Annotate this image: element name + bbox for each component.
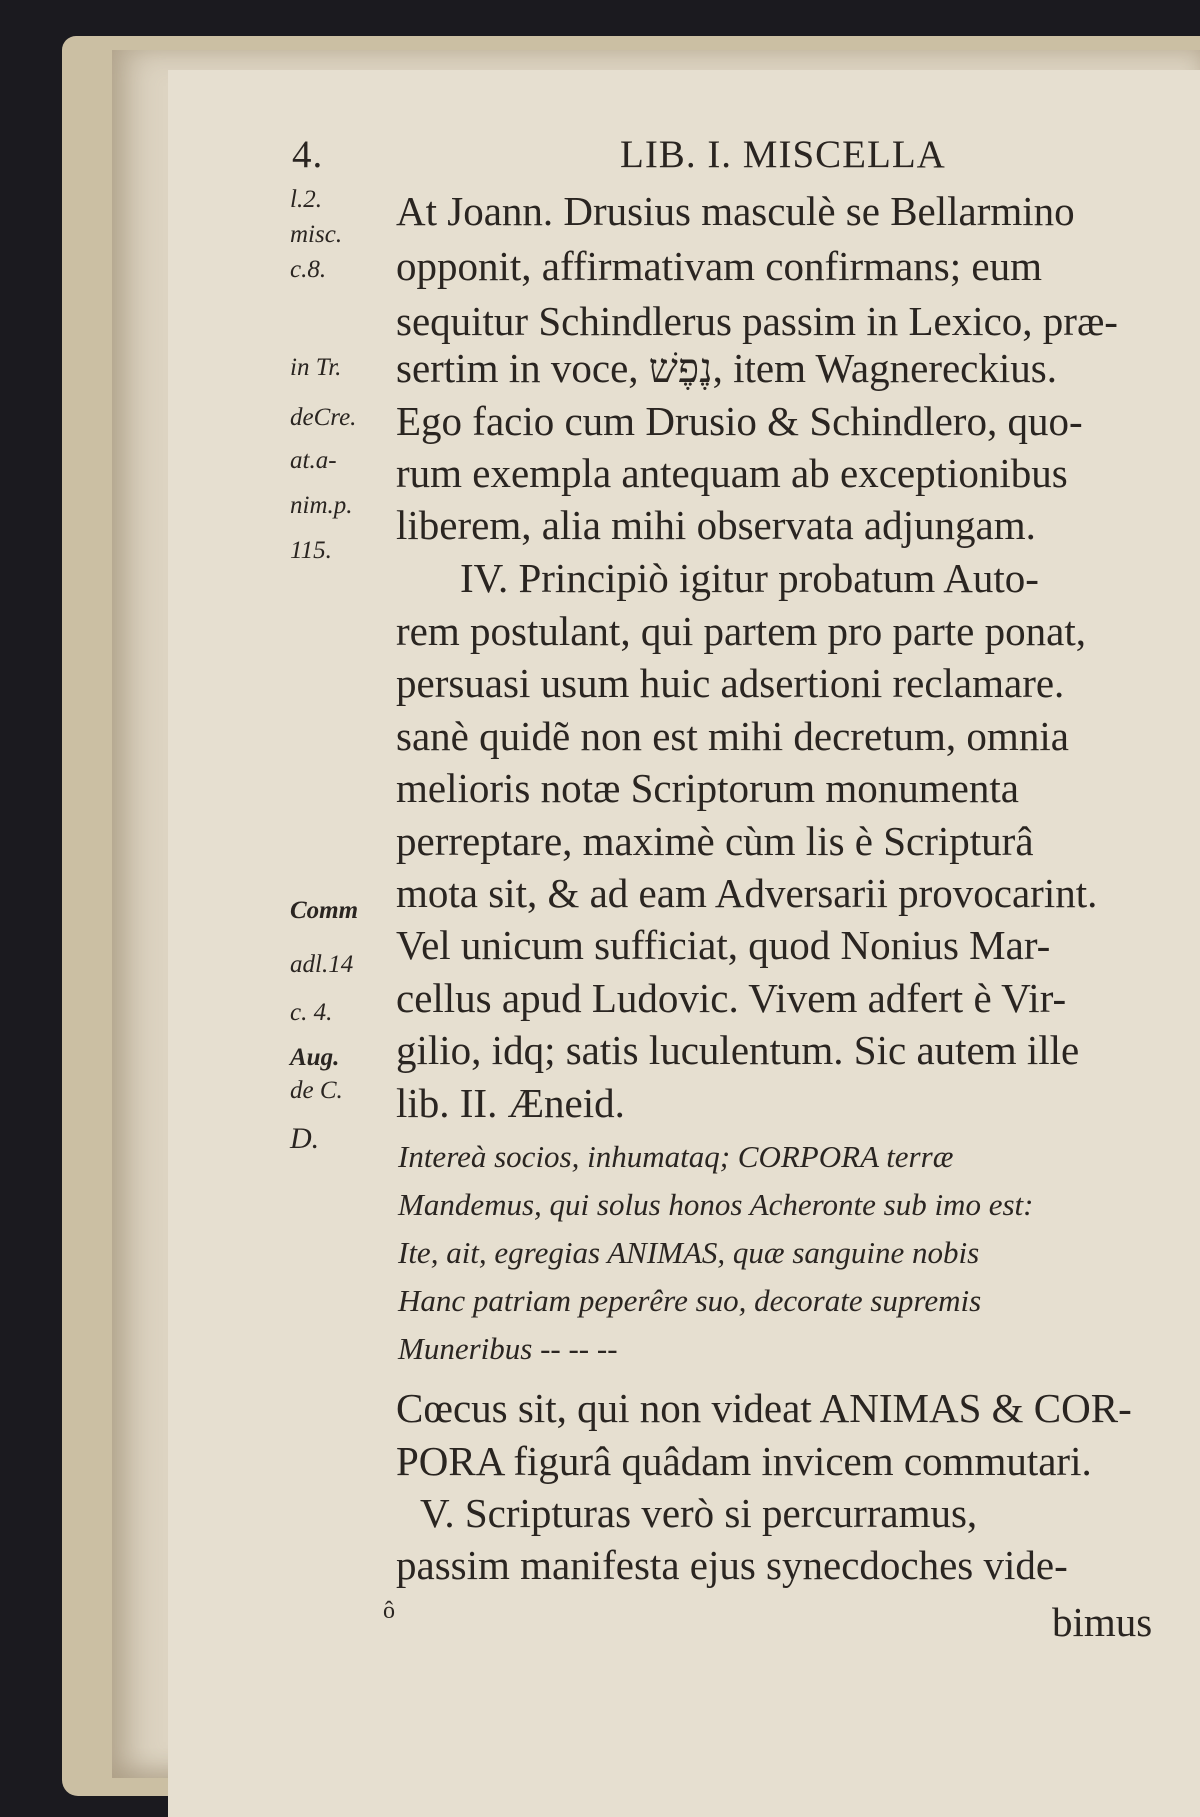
margin-note: D. [290, 1122, 320, 1155]
text-line: persuasi usum huic adsertioni reclamare. [396, 660, 1065, 706]
text-line: Ego facio cum Drusio & Schindlero, quo- [396, 398, 1083, 444]
running-title: LIB. I. MISCELLA [620, 133, 946, 176]
text-line: gilio, idq; satis luculentum. Sic autem ille [396, 1027, 1080, 1073]
margin-note: de C. [290, 1077, 343, 1104]
quote-line: Mandemus, qui solus honos Acheronte sub imo est: [398, 1187, 1034, 1222]
margin-note: 115. [290, 537, 332, 564]
text-line: V. Scripturas verò si percurramus, [420, 1490, 978, 1536]
margin-note: Comm [290, 897, 359, 924]
text-line: mota sit, & ad eam Adversarii provocarint. [396, 870, 1098, 916]
text-line: PORA figurâ quâdam invicem commutari. [396, 1438, 1092, 1484]
text-line: IV. Principiò igitur probatum Auto- [460, 555, 1039, 601]
text-line: sanè quidẽ non est mihi decretum, omnia [396, 713, 1069, 759]
text-line: sertim in voce, נֶפֶשׁ, item Wagnereckius. [396, 345, 1057, 391]
text-line: rum exempla antequam ab exceptionibus [396, 450, 1068, 496]
margin-note: at.a- [290, 447, 337, 474]
margin-note: nim.p. [290, 492, 353, 519]
margin-note: misc. [290, 221, 343, 248]
text-line: sequitur Schindlerus passim in Lexico, præ- [396, 298, 1118, 344]
text-line: melioris notæ Scriptorum monumenta [396, 765, 1019, 811]
page-number: 4. [292, 133, 324, 176]
text-line: lib. II. Æneid. [396, 1080, 625, 1126]
quote-line: Muneribus -- -- -- [398, 1331, 618, 1366]
margin-note: Aug. [290, 1044, 340, 1071]
text-line: At Joann. Drusius masculè se Bellarmino [396, 188, 1075, 234]
margin-note: c. 4. [290, 999, 333, 1026]
margin-note: adl.14 [290, 951, 354, 978]
margin-note: deCre. [290, 404, 357, 431]
text-line: cellus apud Ludovic. Vivem adfert è Vir- [396, 975, 1067, 1021]
signature-mark: ô [383, 1598, 395, 1624]
quote-line: Hanc patriam peperêre suo, decorate supremis [398, 1283, 982, 1318]
text-line: opponit, affirmativam confirmans; eum [396, 243, 1042, 289]
margin-note: in Tr. [290, 354, 342, 381]
catchword: bimus [1052, 1599, 1153, 1645]
text-line: passim manifesta ejus synecdoches vide- [396, 1542, 1068, 1588]
text-line: Vel unicum sufficiat, quod Nonius Mar- [396, 922, 1051, 968]
text-line: liberem, alia mihi observata adjungam. [396, 502, 1036, 548]
margin-note: l.2. [290, 186, 322, 213]
text-line: rem postulant, qui partem pro parte ponat, [396, 608, 1086, 654]
quote-line: Intereà socios, inhumataq; CORPORA terræ [398, 1139, 954, 1174]
text-line: Cœcus sit, qui non videat ANIMAS & COR- [396, 1385, 1132, 1431]
margin-note: c.8. [290, 256, 327, 283]
text-line: perreptare, maximè cùm lis è Scripturâ [396, 818, 1034, 864]
quote-line: Ite, ait, egregias ANIMAS, quæ sanguine nobis [398, 1235, 980, 1270]
